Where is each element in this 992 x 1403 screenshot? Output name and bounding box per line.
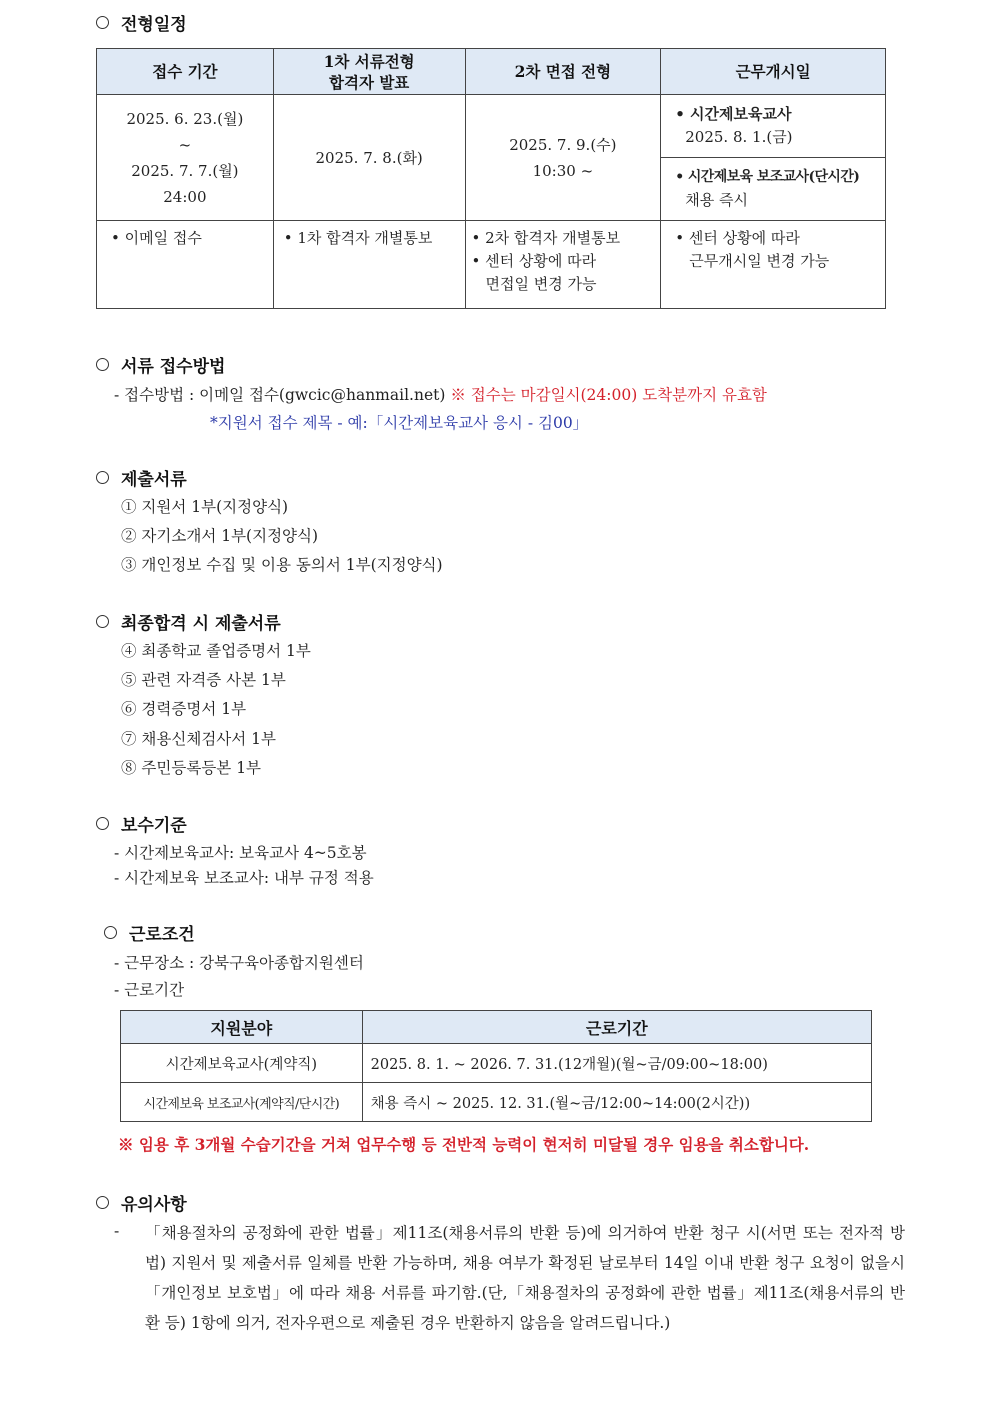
cell-interview: 2025. 7. 9.(수) 10:30 ~ xyxy=(465,95,661,221)
cell-start-assistant: • 시간제보육 보조교사(단시간) 채용 즉시 xyxy=(661,158,886,221)
circle-bullet-icon xyxy=(96,1196,109,1209)
cell-note-start: • 센터 상황에 따라 근무개시일 변경 가능 xyxy=(661,221,886,309)
cell-note-interview: • 2차 합격자 개별통보 • 센터 상황에 따라 면접일 변경 가능 xyxy=(465,221,661,309)
cell-first-result: 2025. 7. 8.(화) xyxy=(273,95,465,221)
cell-field: 시간제보육 보조교사(계약직/단시간) xyxy=(121,1083,363,1122)
list-item: ④ 최종학교 졸업증명서 1부 xyxy=(121,642,311,660)
circle-bullet-icon xyxy=(104,926,117,939)
table-row xyxy=(121,1044,872,1083)
circle-bullet-icon xyxy=(96,471,109,484)
submission-method: - 접수방법 : 이메일 접수(gwcic@hanmail.net) ※ 접수는 마감일시(24:00) 도착분까지 유효함 xyxy=(114,386,767,404)
cell-start-part-time: • 시간제보육교사 2025. 8. 1.(금) xyxy=(661,95,886,158)
header-field: 지원분야 xyxy=(121,1011,363,1044)
list-item: ⑤ 관련 자격증 사본 1부 xyxy=(121,671,286,689)
cell-note-receipt: • 이메일 접수 xyxy=(97,221,274,309)
cell-period: 2025. 8. 1. ~ 2026. 7. 31.(12개월)(월~금/09:00~18:00) xyxy=(362,1044,871,1083)
list-item: ⑦ 채용신체검사서 1부 xyxy=(121,730,277,748)
table-row xyxy=(121,1083,872,1122)
list-item: ③ 개인정보 수집 및 이용 동의서 1부(지정양식) xyxy=(121,556,443,574)
cell-note-first: • 1차 합격자 개별통보 xyxy=(273,221,465,309)
header-receipt: 접수 기간 xyxy=(97,49,274,95)
documents-heading: 제출서류 xyxy=(96,465,187,490)
subject-note: *지원서 접수 제목 - 예:「시간제보육교사 응시 - 김00」 xyxy=(210,414,589,432)
header-period: 근로기간 xyxy=(362,1011,871,1044)
work-place: - 근무장소 : 강북구육아종합지원센터 xyxy=(114,954,364,972)
header-start: 근무개시일 xyxy=(661,49,886,95)
final-documents-heading: 최종합격 시 제출서류 xyxy=(96,609,281,634)
period-label: - 근로기간 xyxy=(114,981,185,999)
conditions-heading: 근로조건 xyxy=(104,920,195,945)
salary-heading: 보수기준 xyxy=(96,811,187,836)
list-item: - 시간제보육 보조교사: 내부 규정 적용 xyxy=(114,869,374,887)
schedule-heading: 전형일정 xyxy=(96,10,187,35)
notes-heading: 유의사항 xyxy=(96,1190,187,1215)
cell-field: 시간제보육교사(계약직) xyxy=(121,1044,363,1083)
list-item: ⑥ 경력증명서 1부 xyxy=(121,700,247,718)
circle-bullet-icon xyxy=(96,16,109,29)
list-item: ⑧ 주민등록등본 1부 xyxy=(121,759,262,777)
header-first-result: 1차 서류전형 합격자 발표 xyxy=(273,49,465,95)
circle-bullet-icon xyxy=(96,615,109,628)
circle-bullet-icon xyxy=(96,358,109,371)
deadline-note: ※ 접수는 마감일시(24:00) 도착분까지 유효함 xyxy=(450,386,767,404)
notes-dash: - xyxy=(114,1222,120,1240)
probation-warning: ※ 임용 후 3개월 수습기간을 거쳐 업무수행 등 전반적 능력이 현저히 미달될 경우 임용을 취소합니다. xyxy=(118,1135,810,1154)
header-interview: 2차 면접 전형 xyxy=(465,49,661,95)
list-item: - 시간제보육교사: 보육교사 4~5호봉 xyxy=(114,844,367,862)
list-item: ② 자기소개서 1부(지정양식) xyxy=(121,527,319,545)
submission-heading: 서류 접수방법 xyxy=(96,352,225,377)
circle-bullet-icon xyxy=(96,817,109,830)
cell-receipt-period: 2025. 6. 23.(월) ~ 2025. 7. 7.(월) 24:00 xyxy=(97,95,274,221)
list-item: ① 지원서 1부(지정양식) xyxy=(121,498,289,516)
cell-period: 채용 즉시 ~ 2025. 12. 31.(월~금/12:00~14:00(2시간)) xyxy=(362,1083,871,1122)
schedule-table xyxy=(96,48,886,309)
notes-paragraph: 「채용절차의 공정화에 관한 법률」제11조(채용서류의 반환 등)에 의거하여 반환 청구 시(서면 또는 전자적 방법) 지원서 및 제출서류 일체를 반환 가능하며, 채용 여부가 확정된 날로부터 14일 이내 반환 청구 요청이 없을시「개인정보 보호법」에 따라 채용 서류를 파기함.(단,「채용절차의 공정화에 관한 법률」제11조(채용서류의 반환 등) 1항에 의거, 전자우편으로 제출된 경우 반환하지 않음을 알려드립니다.) xyxy=(145,1224,905,1332)
conditions-table xyxy=(120,1010,872,1122)
